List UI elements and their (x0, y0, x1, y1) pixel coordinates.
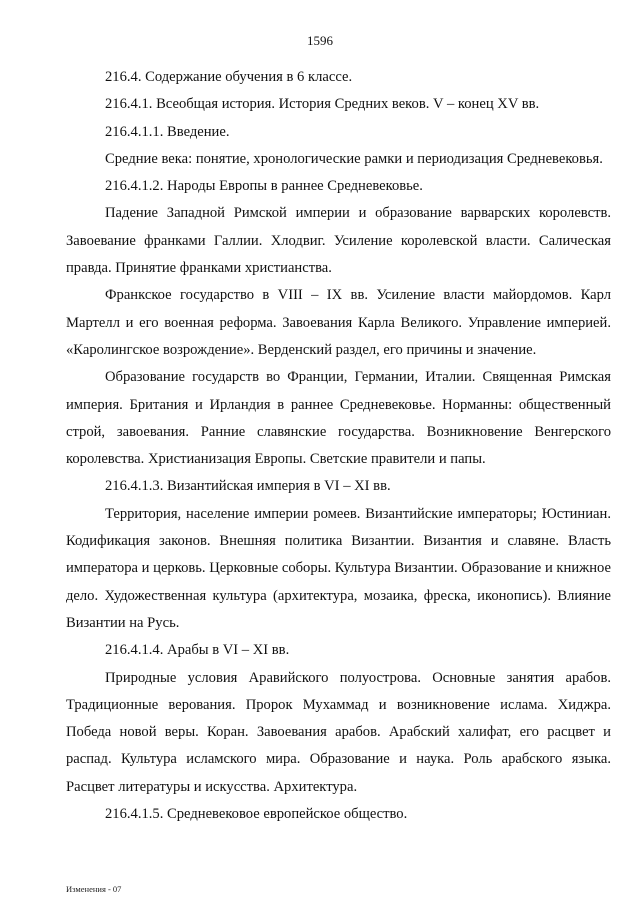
section-heading-6th-grade: 216.4. Содержание обучения в 6 классе. (105, 69, 353, 85)
paragraph-middle-ages-definition: Средние века: понятие, хронологические рамки и периодизация Средневековья. (105, 150, 603, 167)
section-heading-arabs: 216.4.1.4. Арабы в VI – XI вв. (105, 642, 290, 659)
paragraph-fall-of-rome: Падение Западной Римской империи и образование варварских королевств. Завоевание франками Галлии. Хлодвиг. Усиление королевской власти. Салическая правда. Принятие франками христианства. (66, 205, 611, 277)
section-heading-peoples-of-europe: 216.4.1.2. Народы Европы в раннее Средневековье. (105, 178, 423, 195)
document-body (66, 64, 611, 828)
page-number: 1596 (307, 33, 333, 48)
paragraph-byzantium: Территория, население империи ромеев. Византийские императоры; Юстиниан. Кодификация законов. Внешняя политика Византии. Византия и славяне. Власть императора и церковь. Церковные соборы. Культура Византии. Образование и книжное дело. Художественная культура (архитектура, мозаика, фреска, иконопись). Влияние Византии на Русь. (66, 505, 611, 631)
section-heading-medieval-society: 216.4.1.5. Средневековое европейское общество. (105, 806, 408, 823)
section-heading-world-history: 216.4.1. Всеобщая история. История Средних веков. V – конец XV вв. (105, 96, 540, 113)
section-heading-introduction: 216.4.1.1. Введение. (105, 123, 230, 140)
paragraph-frankish-state: Франкское государство в VIII – IX вв. Усиление власти майордомов. Карл Мартелл и его военная реформа. Завоевания Карла Великого. Управление империей. «Каролингское возрождение». Верденский раздел, его причины и значение. (66, 287, 611, 358)
paragraph-formation-of-states: Образование государств во Франции, Германии, Италии. Священная Римская империя. Британия и Ирландия в раннее Средневековье. Норманны: общественный строй, завоевания. Ранние славянские государства. Возникновение Венгерского королевства. Христианизация Европы. Светские правители и папы. (66, 369, 611, 468)
footer-revision-note: Изменения - 07 (66, 884, 122, 894)
section-heading-byzantine-empire: 216.4.1.3. Византийская империя в VI – XI вв. (105, 478, 391, 495)
paragraph-arabs: Природные условия Аравийского полуострова. Основные занятия арабов. Традиционные верования. Пророк Мухаммад и возникновение ислама. Хиджра. Победа новой веры. Коран. Завоевания арабов. Арабский халифат, его расцвет и распад. Культура исламского мира. Образование и наука. Роль арабского языка. Расцвет литературы и искусства. Архитектура. (66, 669, 611, 795)
